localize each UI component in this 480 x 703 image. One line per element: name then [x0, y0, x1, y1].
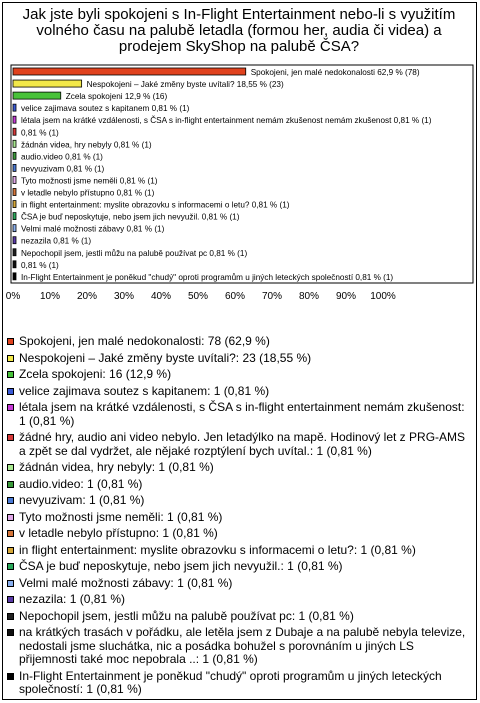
bar-chart [0, 0, 480, 335]
x-tick-label-7: 70% [261, 291, 283, 302]
legend-item-1 [6, 352, 472, 366]
legend-swatch-4 [7, 404, 14, 411]
legend [6, 335, 472, 700]
legend-swatch-17 [7, 673, 14, 680]
legend-label-7: audio.video: 1 (0,81 %) [19, 476, 143, 491]
legend-label-11: in flight entertainment: myslite obrazovku s informacemi o letu?: 1 (0,81 %) [19, 542, 416, 557]
bar-17 [13, 273, 16, 280]
legend-swatch-1 [7, 355, 14, 362]
legend-label-14: nezazila: 1 (0,81 %) [19, 592, 126, 606]
legend-item-9 [6, 511, 472, 525]
legend-label-1: Nespokojeni – Jaké změny byste uvítali?: 23 (18,55 %) [19, 350, 312, 365]
legend-swatch-0 [7, 338, 14, 345]
legend-swatch-11 [7, 547, 14, 554]
legend-swatch-16 [7, 629, 14, 636]
legend-item-14 [6, 593, 472, 607]
bar-label-7: audio.video 0,81 % (1) [20, 152, 103, 162]
bar-label-9: Tyto možnosti jsme neměli 0,81 % (1) [20, 176, 158, 186]
legend-label-5: žádné hry, audio ani video nebylo. Jen letadýlko na mapě. Hodinový let z PRG-AMS a zpět se dal vydržet, ale nějaké rozptýlení bych uvítal.: 1 (0,81 %) [19, 430, 466, 458]
legend-item-12 [6, 560, 472, 574]
legend-swatch-5 [7, 434, 14, 441]
x-tick-label-1: 10% [39, 291, 61, 302]
bar-4 [13, 116, 16, 123]
bar-0 [13, 68, 246, 75]
x-tick-label-8: 80% [298, 291, 320, 302]
legend-label-8: nevyuzivam: 1 (0,81 %) [19, 493, 145, 507]
bar-14 [13, 237, 16, 244]
legend-item-10 [6, 527, 472, 541]
bar-9 [13, 176, 16, 183]
x-tick-label-3: 30% [113, 291, 135, 302]
legend-label-13: Velmi malé možnosti zábavy: 1 (0,81 %) [19, 575, 233, 590]
bar-7 [13, 152, 16, 159]
legend-label-4: létala jsem na krátké vzdálenosti, s ČSA s in-flight entertainment nemám zkušenost: 1 (0,81 %) [19, 400, 465, 428]
legend-item-16 [6, 626, 472, 667]
legend-label-9: Tyto možnosti jsme neměli: 1 (0,81 %) [19, 509, 223, 524]
x-tick-label-2: 20% [76, 291, 98, 302]
x-tick-label-6: 60% [224, 291, 246, 302]
legend-swatch-8 [7, 497, 14, 504]
bar-label-0: Spokojeni, jen malé nedokonalosti 62,9 % (78) [250, 68, 420, 77]
x-tick-label-9: 90% [335, 291, 357, 302]
bar-label-8: nevyuzivam 0,81 % (1) [20, 164, 105, 174]
bar-13 [13, 225, 16, 232]
bar-label-5: 0,81 % (1) [20, 128, 59, 138]
legend-swatch-9 [7, 514, 14, 521]
legend-item-0 [6, 335, 472, 349]
bar-3 [13, 104, 16, 111]
legend-item-15 [6, 610, 472, 624]
legend-item-5 [6, 431, 472, 458]
bar-6 [13, 140, 16, 147]
bar-12 [13, 213, 16, 220]
legend-label-16: na krátkých trasách v pořádku, ale letěla jsem z Dubaje a na palubě nebyla televize, nedostali jsme sluchátka, nic a posádka bohužel s porovnáním u jiných LS přijemnosti také moc nepobrala ..: 1 (0,81 %) [19, 625, 466, 666]
x-tick-label-5: 50% [187, 291, 209, 302]
bar-label-2: Zcela spokojeni 12,9 % (16) [65, 92, 168, 102]
bar-1 [13, 80, 82, 87]
legend-swatch-3 [7, 388, 14, 395]
legend-item-11 [6, 544, 472, 558]
legend-item-3 [6, 385, 472, 399]
bar-2 [13, 92, 61, 99]
legend-swatch-2 [7, 371, 14, 378]
legend-label-17: In-Flight Entertainment je poněkud "chudý" oproti programům u jiných leteckých společností: 1 (0,81 %) [19, 668, 442, 696]
bar-label-4: létala jsem na krátké vzdálenosti, s ČSA s in-flight entertainment nemám zkušenost nemám zkušenost 0,81 % (1) [20, 116, 432, 126]
legend-item-2 [6, 368, 472, 382]
legend-label-0: Spokojeni, jen malé nedokonalosti: 78 (62,9 %) [19, 334, 270, 348]
legend-swatch-15 [7, 613, 14, 620]
bar-label-10: v letadle nebylo přístupno 0,81 % (1) [20, 188, 155, 198]
legend-item-4 [6, 401, 472, 428]
legend-item-17 [6, 670, 472, 697]
bar-label-17: In-Flight Entertainment je poněkud "chudý" oproti programům u jiných leteckých společností 0,81 % (1) [20, 272, 394, 282]
legend-swatch-14 [7, 596, 14, 603]
legend-item-8 [6, 494, 472, 508]
x-tick-label-4: 40% [150, 291, 172, 302]
bar-label-15: Nepochopil jsem, jestli můžu na palubě používat pc 0,81 % (1) [20, 248, 248, 258]
legend-item-6 [6, 461, 472, 475]
x-tick-label-0: 0% [5, 291, 21, 302]
legend-label-10: v letadle nebylo přístupno: 1 (0,81 %) [19, 526, 218, 540]
x-axis-ticks [6, 291, 396, 302]
legend-swatch-10 [7, 530, 14, 537]
bar-11 [13, 201, 16, 208]
bar-label-3: velice zajimava soutez s kapitanem 0,81 % (1) [20, 104, 190, 114]
legend-label-2: Zcela spokojeni: 16 (12,9 %) [19, 367, 172, 381]
bar-label-13: Velmi malé možnosti zábavy 0,81 % (1) [20, 224, 165, 234]
bar-label-16: 0,81 % (1) [20, 260, 59, 270]
legend-item-7 [6, 478, 472, 492]
legend-swatch-6 [7, 464, 14, 471]
legend-label-15: Nepochopil jsem, jestli můžu na palubě používat pc: 1 (0,81 %) [19, 608, 354, 623]
bar-label-6: žádnán videa, hry nebyly 0,81 % (1) [20, 140, 152, 150]
x-tick-label-10: 100% [370, 291, 396, 302]
bar-label-1: Nespokojeni – Jaké změny byste uvítali? 18,55 % (23) [86, 80, 284, 90]
bar-8 [13, 164, 16, 171]
bar-label-14: nezazila 0,81 % (1) [20, 236, 92, 246]
bar-10 [13, 189, 16, 196]
legend-label-6: žádnán videa, hry nebyly: 1 (0,81 %) [19, 460, 214, 474]
legend-label-12: ČSA je buď neposkytuje, nebo jsem jich nevyužil.: 1 (0,81 %) [19, 559, 343, 573]
chart-title: Jak jste byli spokojeni s In-Flight Entertainment nebo-li s využitím volného času na palubě letadla (formou her, audia či videa) a prodejem SkyShop na palubě ČSA? [22, 6, 456, 55]
legend-label-3: velice zajimava soutez s kapitanem: 1 (0,81 %) [19, 383, 270, 398]
bar-label-11: in flight entertainment: myslite obrazovku s informacemi o letu? 0,81 % (1) [20, 200, 290, 210]
bar-5 [13, 128, 16, 135]
bar-16 [13, 261, 16, 268]
legend-item-13 [6, 577, 472, 591]
bar-15 [13, 249, 16, 256]
bar-label-12: ČSA je buď neposkytuje, nebo jsem jich nevyužil. 0,81 % (1) [20, 212, 240, 222]
legend-swatch-12 [7, 563, 14, 570]
legend-swatch-13 [7, 580, 14, 587]
legend-swatch-7 [7, 481, 14, 488]
